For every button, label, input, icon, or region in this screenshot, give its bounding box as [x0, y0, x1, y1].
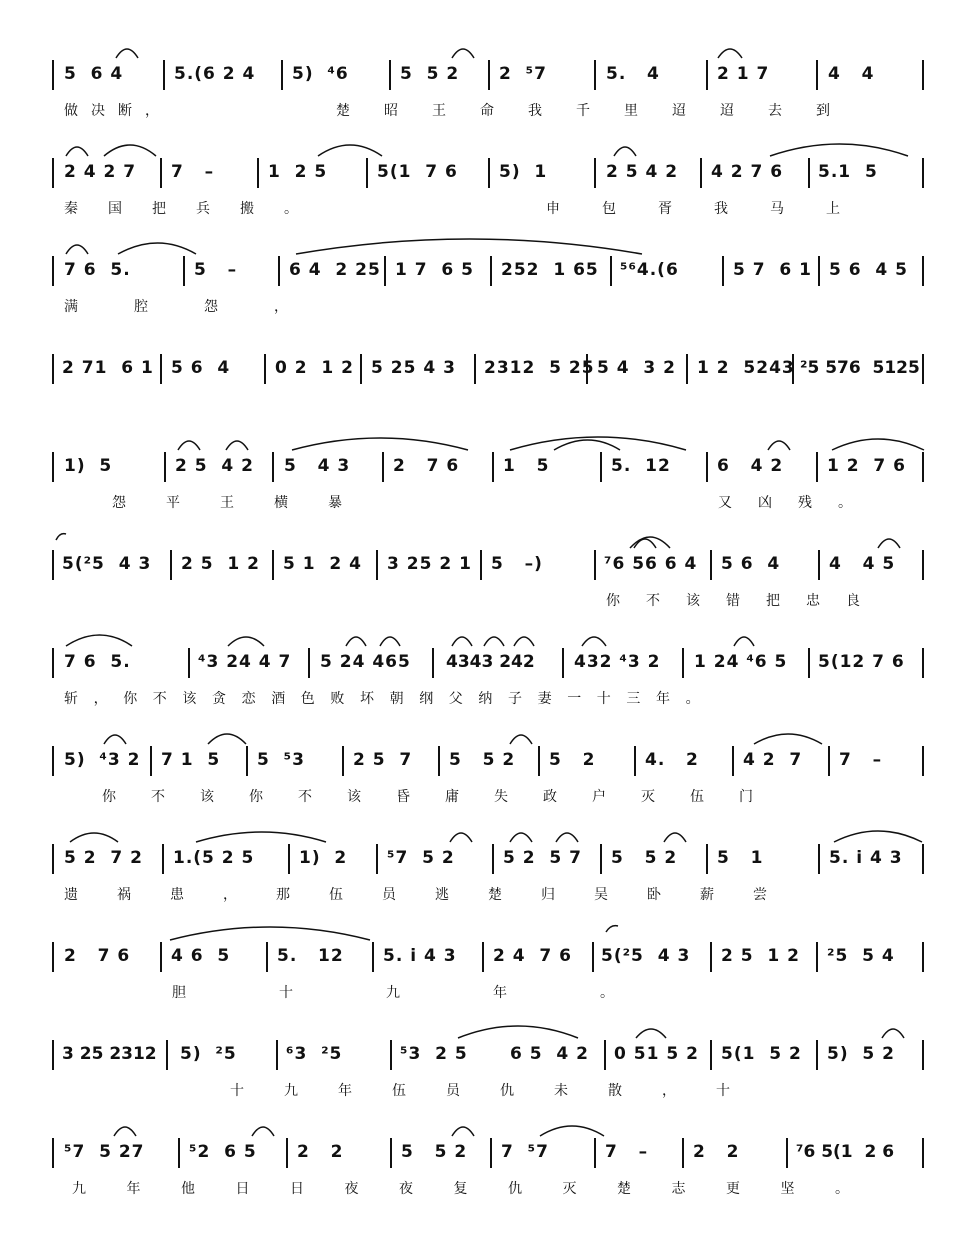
barline	[922, 648, 924, 678]
measure-notes: ⁵3 2 5	[400, 1044, 468, 1064]
barline	[170, 550, 172, 580]
barline	[700, 158, 702, 188]
lyric-line: 怨平王横暴	[112, 495, 382, 511]
barline	[160, 942, 162, 972]
score-system	[0, 350, 976, 448]
measure-notes: 5 6 4 5	[829, 260, 908, 280]
barline	[390, 1040, 392, 1070]
score-system	[0, 1134, 976, 1232]
barline	[376, 844, 378, 874]
barline	[246, 746, 248, 776]
score-system	[0, 252, 976, 350]
barline	[816, 452, 818, 482]
measure-notes: 5 4 3	[284, 456, 351, 476]
measure-notes: 5 25 4 3	[371, 358, 456, 378]
measure-notes: 1 2 7 6	[827, 456, 906, 476]
measure-notes: 0 2 1 2	[275, 358, 354, 378]
barline	[922, 550, 924, 580]
barline	[808, 648, 810, 678]
barline	[160, 158, 162, 188]
barline	[272, 452, 274, 482]
measure-notes: 6 4 2 25	[289, 260, 381, 280]
lyric-line: 又凶残。	[718, 495, 878, 511]
measure-notes: ⁵⁶4.(6	[620, 260, 679, 280]
measure-notes: 7 ⁵7	[501, 1142, 549, 1162]
barline	[816, 60, 818, 90]
score-system	[0, 448, 976, 546]
measure-notes: 5) 5 2	[827, 1044, 896, 1064]
barline	[706, 452, 708, 482]
barline	[594, 1138, 596, 1168]
score-system	[0, 938, 976, 1036]
measure-notes: 3 25 2312	[62, 1044, 157, 1064]
barline	[52, 256, 54, 286]
measure-notes: 432 ⁴3 2	[574, 652, 661, 672]
barline	[818, 550, 820, 580]
measure-notes: 2 7 6	[393, 456, 460, 476]
measure-notes: 2 5 1 2	[181, 554, 260, 574]
score-system	[0, 742, 976, 840]
barline	[482, 942, 484, 972]
measure-notes: 6 5 4 2	[510, 1044, 589, 1064]
barline	[480, 550, 482, 580]
barline	[360, 354, 362, 384]
lyric-line: 满腔怨，	[64, 299, 344, 315]
measure-notes: ⁶3 ²5	[286, 1044, 343, 1064]
barline	[384, 256, 386, 286]
score-system	[0, 644, 976, 742]
barline	[163, 60, 165, 90]
barline	[308, 648, 310, 678]
barline	[160, 354, 162, 384]
barline	[52, 942, 54, 972]
measure-notes: 5 2	[549, 750, 596, 770]
barline	[342, 746, 344, 776]
barline	[686, 354, 688, 384]
barline	[604, 1040, 606, 1070]
barline	[682, 648, 684, 678]
measure-notes: 5 5 2	[611, 848, 678, 868]
barline	[706, 844, 708, 874]
barline	[52, 550, 54, 580]
measure-notes: 5(1 5 2	[721, 1044, 802, 1064]
lyric-line: 你不该你不该昏庸失政户灭伍门	[102, 789, 788, 805]
barline	[278, 256, 280, 286]
score-system	[0, 546, 976, 644]
barline	[710, 942, 712, 972]
barline	[922, 452, 924, 482]
measure-notes: ⁷6 5(1 2 6	[796, 1142, 895, 1162]
barline	[922, 1138, 924, 1168]
measure-notes: 7 –	[171, 162, 215, 182]
measure-notes: 2 2	[693, 1142, 740, 1162]
barline	[610, 256, 612, 286]
barline	[52, 452, 54, 482]
barline	[710, 1040, 712, 1070]
lyric-line: 十九年伍员仇未散，十	[230, 1083, 770, 1099]
barline	[818, 844, 820, 874]
barline	[786, 1138, 788, 1168]
measure-notes: ⁵2 6 5	[189, 1142, 257, 1162]
measure-notes: 2 4 2 7	[64, 162, 137, 182]
barline	[634, 746, 636, 776]
measure-notes: 4 4 5	[829, 554, 896, 574]
measure-notes: 5 2 5 7	[503, 848, 582, 868]
measure-notes: 5 2 7 2	[64, 848, 143, 868]
lyric-line: 做决断，	[64, 103, 172, 119]
barline	[490, 256, 492, 286]
measure-notes: ²5 576 5125	[800, 358, 920, 378]
measure-notes: 1 2 5	[268, 162, 328, 182]
measure-notes: 2 4 7 6	[493, 946, 572, 966]
barline	[266, 942, 268, 972]
barline	[922, 844, 924, 874]
barline	[922, 942, 924, 972]
measure-notes: 4 6 5	[171, 946, 231, 966]
barline	[372, 942, 374, 972]
barline	[538, 746, 540, 776]
barline	[600, 844, 602, 874]
barline	[281, 60, 283, 90]
measure-notes: 5(²5 4 3	[601, 946, 691, 966]
measure-notes: 5. 12	[277, 946, 344, 966]
barline	[438, 746, 440, 776]
measure-notes: 4 2 7	[743, 750, 803, 770]
lyric-line: 申包胥我马上	[546, 201, 882, 217]
barline	[376, 550, 378, 580]
barline	[594, 158, 596, 188]
barline	[432, 648, 434, 678]
measure-notes: 2 5 7	[353, 750, 413, 770]
measure-notes: ²5 5 4	[827, 946, 895, 966]
lyric-line: 斩，你不该贪恋酒色败坏朝纲父纳子妻一十三年。	[64, 691, 716, 707]
measure-notes: 1.(5 2 5	[173, 848, 255, 868]
measure-notes: 1 24 ⁴6 5	[694, 652, 788, 672]
barline	[366, 158, 368, 188]
measure-notes: 4. 2	[645, 750, 699, 770]
measure-notes: ⁷6 56 6 4	[604, 554, 698, 574]
barline	[816, 1040, 818, 1070]
barline	[492, 844, 494, 874]
barline	[52, 354, 54, 384]
barline	[382, 452, 384, 482]
measure-notes: 2 71 6 1	[62, 358, 154, 378]
barline	[488, 158, 490, 188]
measure-notes: 0 51 5 2	[614, 1044, 699, 1064]
measure-notes: 5 1 2 4	[283, 554, 362, 574]
lyric-line: 胆十九年。	[172, 985, 707, 1001]
barline	[706, 60, 708, 90]
measure-notes: 5(1 7 6	[377, 162, 458, 182]
measure-notes: 2 5 4 2	[606, 162, 679, 182]
measure-notes: 1 2 5243	[697, 358, 795, 378]
barline	[922, 354, 924, 384]
barline	[150, 746, 152, 776]
measure-notes: 4343 242	[446, 652, 535, 672]
barline	[52, 158, 54, 188]
barline	[52, 746, 54, 776]
measure-notes: 5 6 4	[171, 358, 231, 378]
barline	[600, 452, 602, 482]
barline	[52, 1040, 54, 1070]
measure-notes: 5 ⁵3	[257, 750, 305, 770]
measure-notes: 2 5 4 2	[175, 456, 254, 476]
barline	[922, 256, 924, 286]
measure-notes: 5 1	[717, 848, 764, 868]
measure-notes: 5 5 2	[401, 1142, 468, 1162]
measure-notes: ⁴3 24 4 7	[198, 652, 292, 672]
measure-notes: 2312 5 25	[484, 358, 595, 378]
barline	[166, 1040, 168, 1070]
measure-notes: 1) 2	[299, 848, 348, 868]
measure-notes: 5 7 6 1	[733, 260, 812, 280]
barline	[52, 648, 54, 678]
barline	[488, 60, 490, 90]
measure-notes: 2 2	[297, 1142, 344, 1162]
measure-notes: 5 24 465	[320, 652, 411, 672]
measure-notes: 4 2 7 6	[711, 162, 784, 182]
barline	[922, 1040, 924, 1070]
barline	[52, 1138, 54, 1168]
measure-notes: 2 1 7	[717, 64, 770, 84]
barline	[828, 746, 830, 776]
measure-notes: 4 4	[828, 64, 875, 84]
barline	[816, 942, 818, 972]
measure-notes: 7 6 5.	[64, 652, 131, 672]
score-system	[0, 840, 976, 938]
measure-notes: 5. 12	[611, 456, 671, 476]
barline	[682, 1138, 684, 1168]
measure-notes: 5) ⁴6	[292, 64, 349, 84]
measure-notes: 7 6 5.	[64, 260, 131, 280]
barline	[164, 452, 166, 482]
barline	[818, 256, 820, 286]
lyric-line: 秦国把兵搬。	[64, 201, 328, 217]
barline	[474, 354, 476, 384]
measure-notes: 5. 4	[606, 64, 660, 84]
measure-notes: 5 –	[194, 260, 238, 280]
measure-notes: 5 4 3 2	[597, 358, 676, 378]
barline	[922, 746, 924, 776]
measure-notes: 5(²5 4 3	[62, 554, 152, 574]
measure-notes: 2 7 6	[64, 946, 131, 966]
barline	[732, 746, 734, 776]
measure-notes: 3 25 2 1	[387, 554, 472, 574]
barline	[390, 1138, 392, 1168]
measure-notes: 7 1 5	[161, 750, 221, 770]
measure-notes: ⁵7 5 27	[64, 1142, 145, 1162]
barline	[276, 1040, 278, 1070]
score-system	[0, 154, 976, 252]
barline	[389, 60, 391, 90]
barline	[288, 844, 290, 874]
measure-notes: 6 4 2	[717, 456, 784, 476]
barline	[808, 158, 810, 188]
barline	[594, 550, 596, 580]
measure-notes: 5) ⁴3 2	[64, 750, 141, 770]
measure-notes: 5. i 4 3	[829, 848, 903, 868]
barline	[264, 354, 266, 384]
barline	[188, 648, 190, 678]
barline	[710, 550, 712, 580]
barline	[490, 1138, 492, 1168]
barline	[272, 550, 274, 580]
measure-notes: 5) ²5	[180, 1044, 237, 1064]
score-system	[0, 1036, 976, 1134]
barline	[52, 844, 54, 874]
barline	[594, 60, 596, 90]
barline	[492, 452, 494, 482]
measure-notes: 5 –)	[491, 554, 543, 574]
measure-notes: 5 5 2	[400, 64, 460, 84]
measure-notes: 2 5 1 2	[721, 946, 800, 966]
measure-notes: 5 5 2	[449, 750, 516, 770]
measure-notes: 5.(6 2 4	[174, 64, 256, 84]
measure-notes: 5.1 5	[818, 162, 878, 182]
slur-marks	[0, 32, 976, 62]
measure-notes: 1 5	[503, 456, 550, 476]
measure-notes: 2 ⁵7	[499, 64, 547, 84]
measure-notes: ⁵7 5 2	[387, 848, 455, 868]
barline	[722, 256, 724, 286]
measure-notes: 1) 5	[64, 456, 113, 476]
measure-notes: 7 –	[605, 1142, 649, 1162]
barline	[162, 844, 164, 874]
lyric-line: 九年他日日夜夜复仇灭楚志更坚。	[72, 1181, 890, 1197]
measure-notes: 1 7 6 5	[395, 260, 474, 280]
barline	[922, 158, 924, 188]
barline	[562, 648, 564, 678]
lyric-line: 你不该错把忠良	[606, 593, 886, 609]
barline	[922, 60, 924, 90]
measure-notes: 252 1 65	[501, 260, 599, 280]
measure-notes: 5 6 4	[721, 554, 781, 574]
barline	[286, 1138, 288, 1168]
barline	[178, 1138, 180, 1168]
barline	[257, 158, 259, 188]
barline	[592, 942, 594, 972]
lyric-line: 遗祸患，那伍员逃楚归吴卧薪尝	[64, 887, 806, 903]
barline	[52, 60, 54, 90]
lyric-line: 楚昭王命我千里迢迢去到	[336, 103, 864, 119]
measure-notes: 7 –	[839, 750, 883, 770]
measure-notes: 5) 1	[499, 162, 548, 182]
measure-notes: 5 6 4	[64, 64, 124, 84]
barline	[183, 256, 185, 286]
measure-notes: 5. i 4 3	[383, 946, 457, 966]
score-system	[0, 56, 976, 154]
measure-notes: 5(12 7 6	[818, 652, 905, 672]
